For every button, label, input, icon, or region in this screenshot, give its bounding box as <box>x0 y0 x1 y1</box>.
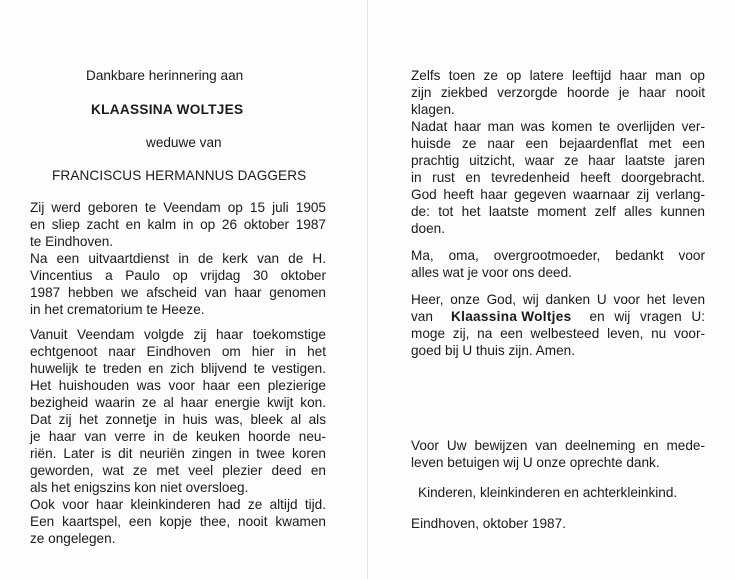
body-line: te Eindhoven. <box>30 234 114 249</box>
body-line: in het crematorium te Heeze. <box>30 302 205 317</box>
body-line: zijn ziekbed verzorgde hoorde je haar nooit <box>411 85 705 100</box>
prayer-pre: van <box>411 309 433 324</box>
body-line: Het huishouden was voor haar een plezierige <box>30 378 326 393</box>
body-line: Zelfs toen ze op latere leeftijd haar man op <box>411 68 705 83</box>
body-line: Vincentius a Paulo op vrijdag 30 oktober <box>30 268 326 283</box>
widow-of-line: weduwe van <box>146 135 222 150</box>
body-line: de: tot het laatste moment zelf alles kunnen <box>411 204 705 219</box>
body-line: 1987 hebben we afscheid van haar genomen <box>30 285 326 300</box>
family-signature: Kinderen, kleinkinderen en achterkleinkind. <box>418 485 678 500</box>
body-line: moge zij, na een welbesteed leven, nu voor- <box>411 326 705 341</box>
thanks-line: leven betuigen wij U onze oprechte dank. <box>411 455 660 470</box>
prayer-name-line <box>411 308 705 325</box>
body-line: huisde ze naar een bejaardenflat met een <box>411 136 705 151</box>
husband-name: FRANCISCUS HERMANNUS DAGGERS <box>52 168 307 183</box>
body-line: in rust en tevredenheid heeft doorgebracht. <box>411 170 705 185</box>
body-line: Heer, onze God, wij danken U voor het leven <box>411 292 705 307</box>
deceased-name: KLAASSINA WOLTJES <box>91 102 244 117</box>
body-line: ze ongelegen. <box>30 531 116 546</box>
body-line: Zij werd geboren te Veendam op 15 juli 1905 <box>30 200 326 215</box>
body-line: Na een uitvaartdienst in de kerk van de H. <box>30 251 326 266</box>
body-line: Vanuit Veendam volgde zij haar toekomstige <box>30 327 326 342</box>
body-line: Een kaartspel, een kopje thee, nooit kwamen <box>30 514 326 529</box>
prayer-deceased-name: Klaassina Woltjes <box>451 309 572 324</box>
body-line: God heeft haar gegeven waarnaar zij verlang- <box>411 187 705 202</box>
body-line: Dat zij het zonnetje in huis was, bleek al als <box>30 412 326 427</box>
body-line: geworden, wat ze met veel plezier deed en <box>30 463 326 478</box>
body-line: als het enigszins kon niet oversloeg. <box>30 480 249 495</box>
body-line: Ook voor haar kleinkinderen had ze altijd tijd. <box>30 497 326 512</box>
body-line: goed bij U thuis zijn. Amen. <box>411 343 575 358</box>
body-line: Ma, oma, overgrootmoeder, bedankt voor <box>411 248 705 263</box>
thanks-line: Voor Uw bewijzen van deelneming en mede- <box>411 438 705 453</box>
prayer-post: en wij vragen U: <box>589 309 705 324</box>
body-line: huwelijk te treden en zich blijvend te vestigen. <box>30 361 326 376</box>
body-line: riën. Later is dit neuriën zingen in twee koren <box>30 446 326 461</box>
body-line: en sliep zacht en kalm in op 26 oktober 1987 <box>30 217 326 232</box>
card-fold-line <box>367 0 368 579</box>
body-line: alles wat je voor ons deed. <box>411 265 572 280</box>
place-date: Eindhoven, oktober 1987. <box>411 516 566 531</box>
body-line: echtgenoot naar Eindhoven om hier in het <box>30 344 326 359</box>
body-line: bezigheid waarin ze al haar energie kwijt kon. <box>30 395 326 410</box>
body-line: doen. <box>411 221 446 236</box>
body-line: prachtig uitzicht, waar ze haar laatste jaren <box>411 153 705 168</box>
body-line: Nadat haar man was komen te overlijden ver- <box>411 119 705 134</box>
body-line: klagen. <box>411 102 455 117</box>
body-line: je haar van verre in de keuken hoorde neu- <box>30 429 326 444</box>
intro-line: Dankbare herinnering aan <box>86 68 244 83</box>
